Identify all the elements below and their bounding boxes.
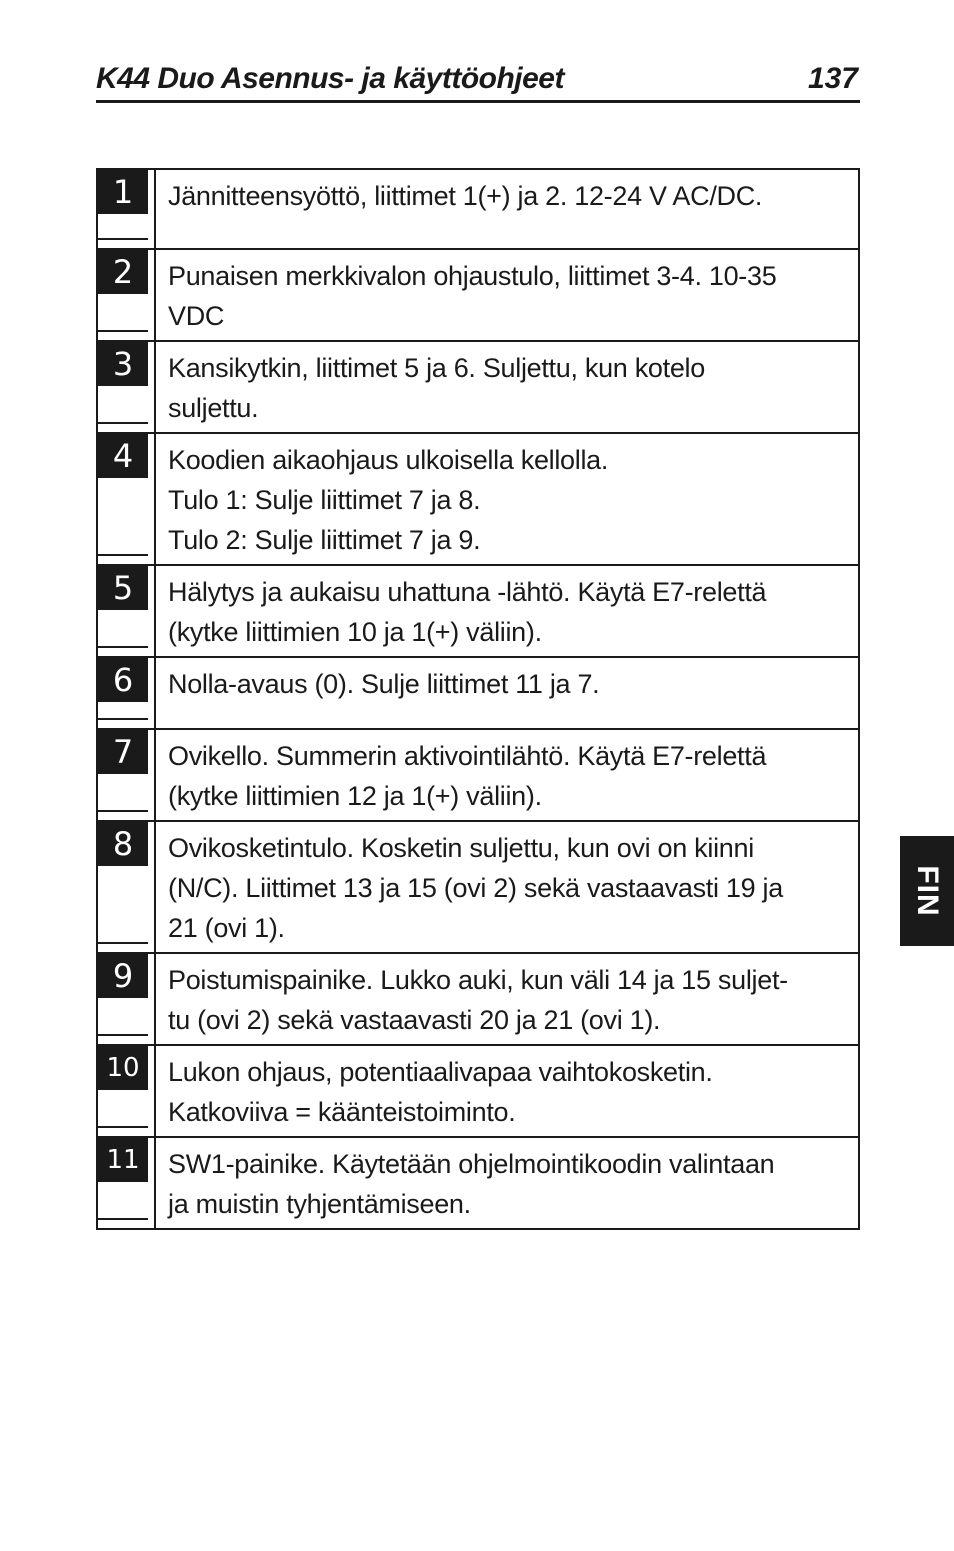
row-description-cell <box>156 954 858 1044</box>
terminal-description-table <box>96 168 860 1230</box>
row-number-cell <box>98 730 156 820</box>
page-number: 137 <box>807 62 858 95</box>
description-line: Koodien aikaohjaus ulkoisella kellolla. <box>168 445 609 475</box>
table-row <box>98 952 858 1044</box>
table-row <box>98 1044 858 1136</box>
language-tab-label: FIN <box>911 865 944 917</box>
table-row <box>98 564 858 656</box>
description-line: Jännitteensyöttö, liittimet 1(+) ja 2. 12-24 V AC/DC. <box>168 181 763 211</box>
row-number-divider <box>98 718 148 728</box>
row-number-badge: 11 <box>98 1138 148 1182</box>
row-number-cell <box>98 954 156 1044</box>
description-line: Kansikytkin, liittimet 5 ja 6. Suljettu, kun kotelo <box>168 353 705 383</box>
row-number-cell <box>98 250 156 340</box>
table-row <box>98 728 858 820</box>
row-number-cell <box>98 342 156 432</box>
row-number-badge: 6 <box>98 658 148 702</box>
row-number-badge: 4 <box>98 434 148 478</box>
table-row <box>98 248 858 340</box>
table-row <box>98 170 858 248</box>
language-tab <box>900 836 954 946</box>
row-number-divider <box>98 1218 148 1228</box>
row-number-badge: 10 <box>98 1046 148 1090</box>
description-line: Poistumispainike. Lukko auki, kun väli 14 ja 15 suljet- <box>168 965 788 995</box>
description-line: suljettu. <box>168 393 259 423</box>
row-number-badge: 8 <box>98 822 148 866</box>
table-row <box>98 820 858 952</box>
description-line: Hälytys ja aukaisu uhattuna -lähtö. Käytä E7-relettä <box>168 577 767 607</box>
description-line: Tulo 1: Sulje liittimet 7 ja 8. <box>168 485 481 515</box>
description-line: (kytke liittimien 12 ja 1(+) väliin). <box>168 781 542 811</box>
row-number-divider <box>98 810 148 820</box>
page-header <box>96 58 860 103</box>
row-number-divider <box>98 1126 148 1136</box>
row-number-divider <box>98 422 148 432</box>
description-line: Katkoviiva = käänteistoiminto. <box>168 1097 516 1127</box>
row-number-cell <box>98 822 156 952</box>
document-title: K44 Duo Asennus- ja käyttöohjeet <box>96 62 564 95</box>
description-line: Nolla-avaus (0). Sulje liittimet 11 ja 7. <box>168 669 600 699</box>
description-line: Lukon ohjaus, potentiaalivapaa vaihtokosketin. <box>168 1057 713 1087</box>
table-row <box>98 340 858 432</box>
row-description-cell <box>156 1138 858 1228</box>
row-number-cell <box>98 1138 156 1228</box>
table-row <box>98 656 858 728</box>
row-description-cell <box>156 250 858 340</box>
row-number-cell <box>98 658 156 728</box>
table-row <box>98 432 858 564</box>
description-line: ja muistin tyhjentämiseen. <box>168 1189 471 1219</box>
description-line: VDC <box>168 301 225 331</box>
row-number-cell <box>98 1046 156 1136</box>
description-line: Punaisen merkkivalon ohjaustulo, liittimet 3-4. 10-35 <box>168 261 777 291</box>
row-number-cell <box>98 170 156 248</box>
description-line: (kytke liittimien 10 ja 1(+) väliin). <box>168 617 542 647</box>
description-line: Ovikosketintulo. Kosketin suljettu, kun ovi on kiinni <box>168 833 754 863</box>
row-number-cell <box>98 566 156 656</box>
row-description-cell <box>156 342 858 432</box>
description-line: SW1-painike. Käytetään ohjelmointikoodin valintaan <box>168 1149 775 1179</box>
table-row <box>98 1136 858 1228</box>
row-description-cell <box>156 658 858 728</box>
row-number-badge: 7 <box>98 730 148 774</box>
row-description-cell <box>156 566 858 656</box>
description-line: (N/C). Liittimet 13 ja 15 (ovi 2) sekä vastaavasti 19 ja <box>168 873 783 903</box>
row-number-badge: 3 <box>98 342 148 386</box>
row-number-badge: 5 <box>98 566 148 610</box>
row-description-cell <box>156 170 858 248</box>
row-number-divider <box>98 330 148 340</box>
description-line: Tulo 2: Sulje liittimet 7 ja 9. <box>168 525 481 555</box>
row-number-divider <box>98 554 148 564</box>
row-number-divider <box>98 646 148 656</box>
row-number-divider <box>98 942 148 952</box>
description-line: 21 (ovi 1). <box>168 913 285 943</box>
row-description-cell <box>156 434 858 564</box>
description-line: Ovikello. Summerin aktivointilähtö. Käytä E7-relettä <box>168 741 767 771</box>
row-description-cell <box>156 822 858 952</box>
row-number-divider <box>98 1034 148 1044</box>
row-number-cell <box>98 434 156 564</box>
description-line: tu (ovi 2) sekä vastaavasti 20 ja 21 (ovi 1). <box>168 1005 661 1035</box>
row-description-cell <box>156 730 858 820</box>
row-number-badge: 2 <box>98 250 148 294</box>
row-number-badge: 9 <box>98 954 148 998</box>
row-number-divider <box>98 238 148 248</box>
row-description-cell <box>156 1046 858 1136</box>
row-number-badge: 1 <box>98 170 148 214</box>
